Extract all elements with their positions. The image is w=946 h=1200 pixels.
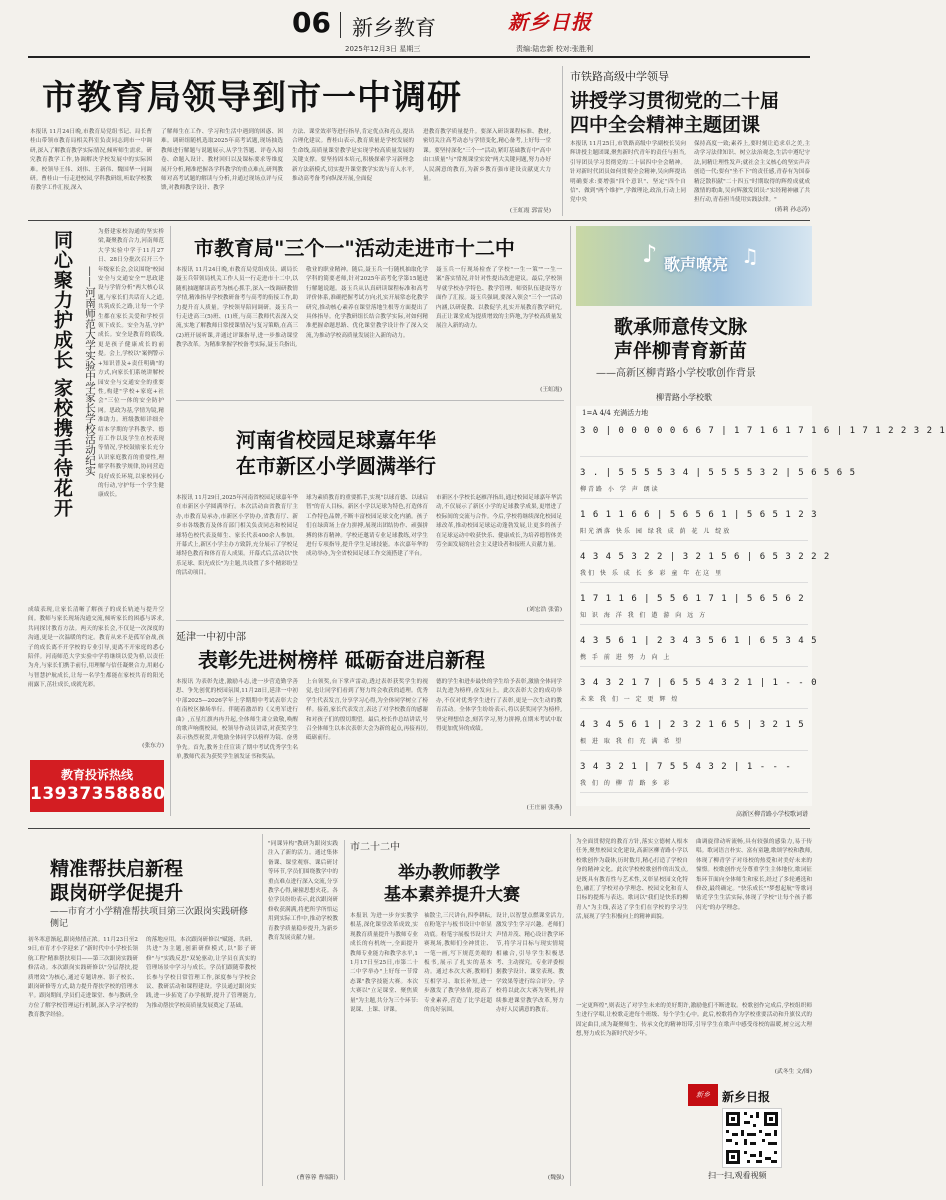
contest-col1: 本报讯 为进一步夯实教学根基,深化课堂改革成效,实现教育质量提升与教师专业成长的有机统一,全面提升教师专业能力和教学水平,11月17日至25日,市第二十二中学举办"上好每一节常态课"教学技能大赛。本次大赛以"立足课堂、聚焦质量"为主题,共分为三个环节:说课、上课、评课。 bbox=[350, 913, 418, 1014]
study-signature: (蒋莉 孙志涛) bbox=[774, 207, 810, 213]
study-kicker: 市铁路高级中学领导 bbox=[570, 70, 669, 83]
study-title-line2: 四中全会精神主题团课 bbox=[570, 114, 761, 136]
qr-block bbox=[688, 1080, 812, 1184]
yanjin-col3: 德的学生和进步最快的学生给予表彰,激励全体同学以先进为榜样,奋发向上。此次表彰大会的成功举办,不仅对优秀学生进行了表彰,更是一次生动的教育活动。全体学生纷纷表示,将以获奖同学为榜样,坚定理想信念,刻苦学习,努力拼搏,在期末考试中取得更加优异的成绩。 bbox=[436, 679, 562, 733]
score-notes: 1 6 1 1 6 6 | 5 6 5 6 1 | 5 6 5 1 2 3 bbox=[580, 510, 818, 520]
score-divider bbox=[580, 498, 808, 499]
score-heading: 柳青路小学校歌 bbox=[656, 393, 712, 402]
score-notes: 1 7 1 1 6 | 5 5 6 1 7 1 | 5 6 5 6 2 bbox=[580, 594, 805, 604]
teaching-contest-article bbox=[268, 834, 564, 1186]
score-system bbox=[580, 632, 818, 668]
page-number: 06 bbox=[292, 6, 331, 39]
yanjin-kicker: 延津一中初中部 bbox=[176, 632, 246, 643]
complaint-hotline bbox=[30, 760, 164, 812]
song-score bbox=[576, 406, 946, 806]
score-system bbox=[580, 716, 808, 752]
music-note-icon: ♪ bbox=[642, 240, 658, 268]
football-col2: 球为素质教育的重要抓手,实现"以球育德、以球启智"的育人目标。新区小学以足球为特色,打造体育工作特色品牌,不断丰富校园足球文化内涵。孩子们在绿茵场上奋力拼搏,展现出团结协作、顽强拼搏的体育精神。学校还邀请专业足球教练,对学生进行专项指导,提升学生足球技能。本次嘉年华的成功举办,为全省校园足球工作交流搭建了平台。 bbox=[306, 495, 428, 558]
score-system bbox=[580, 548, 831, 584]
lead-signature: (王虹霞 郭雷昊) bbox=[509, 208, 551, 214]
qr-code-graphic bbox=[723, 1109, 781, 1167]
lead-headline: 市教育局领导到市一中调研 bbox=[42, 78, 462, 118]
three-ones-article bbox=[176, 226, 564, 396]
contest-title-line1: 举办教师教学 bbox=[398, 863, 500, 883]
score-divider bbox=[580, 708, 808, 709]
score-notes: 4 3 4 5 3 2 2 | 3 2 1 5 6 | 6 5 3 2 2 2 bbox=[580, 552, 831, 562]
song-signature: (武冬生 文/图) bbox=[774, 1069, 812, 1075]
study-text-col1: 本报讯 11月25日,市铁路高级中学副校长吴向辉讲授主题团课,聚焦新时代青年的责任与担当,引导团员学习贯彻党的二十届四中全会精神。针对新时代团员如何贯彻全会精神,吴向辉提出明确要求:要增强"四个意识"、坚定"四个自信"、做到"两个维护",学做理论,政治,行动上同党中央 bbox=[570, 141, 686, 204]
football-article bbox=[176, 406, 564, 616]
song-col3: 一定更辉煌",则表达了对学生未来的美好期许,激励他们不断进取。校歌创作完成后,学校组织师生进行学唱,让校歌走进每个班级、每个学生心中。此后,校歌将作为学校重要活动和升旗仪式的固定曲目,成为凝聚师生、传承文化的精神纽带,引导学生在歌声中感受母校的温暖,树立远大理想,努力成长为新时代好少年。 bbox=[576, 1003, 812, 1038]
three-ones-col2: 敬业的职业精神。随后,聂玉兵一行随机抽取化学学科的简要老师,针对2025年高考化学第15题进行解题说题。聂玉兵从认真研读课程标准和高考评价体系,准确把握考试方向;扎实开展常态化教学研究,推动核心素养在课堂落地生根等方面提出了具体指导。化学教研组长结合教学实际,对如何精准把握命题思路、优化课堂教学设计作了深入交流,为推动学校高质量发展注入新的动力。 bbox=[306, 267, 428, 339]
score-notes: 4 3 5 6 1 | 2 3 4 3 5 6 1 | 6 5 3 4 5 bbox=[580, 636, 818, 646]
song-article-text bbox=[576, 834, 812, 1186]
song-col2: 曲调旋律动听流畅,具有较强的感染力,易于传唱。歌词语言朴实、富有童趣,歌颂学校和教师,体现了柳青学子对母校的热爱和对美好未来的憧憬。校歌创作充分尊重学生主体地位,歌词征集环节面向全体师生和家长,经过了多轮遴选和修改,最终确定。"快乐成长""梦想起航"等歌词贴近学生生活实际,体现了学校"让每个孩子都闪光"的办学理念。 bbox=[696, 839, 812, 911]
newspaper-small-logo: 新乡 bbox=[688, 1084, 718, 1106]
yanjin-signature: (王庄丽 张燕) bbox=[526, 805, 562, 811]
mentoring-article bbox=[28, 834, 256, 1186]
vertical-text-bottom: 成绩表现,让家长清晰了解孩子的成长轨迹与提升空间。教师与家长现场沟通交流,倾听家长的困惑与诉求,共同探讨教育方法。两天的家长会,不仅是一次深度的沟通,更是一次温暖的约定。教育从来不是孤军奋战,孩子的成长离不开学校的专业引导,更离不开家庭的悉心陪伴。河南师范大学实验中学将继续以爱为桥,以责任为舟,与家长们携手前行,用理解与信任凝聚合力,用耐心与智慧护航成长,让每一名学生都能在家校共育的阳光雨露下,茁壮成长,成就光彩。 bbox=[28, 607, 164, 689]
editor-credits: 责编:陆忠新 校对:张胜利 bbox=[516, 45, 593, 53]
mentoring-col3: "同课异构"教研为跟岗实践注入了新的活力。通过集体备课、课堂观察、课后研讨等环节,学员们围绕教学中的重点难点进行深入交流,分享教学心得,碰撞思想火花。各位学员纷纷表示,此次跟岗研修收获满满,将把所学所悟运用到实际工作中,推动学校教育教学质量稳步提升,为新乡教育发展贡献力量。 bbox=[268, 841, 338, 942]
football-title-line2: 在市新区小学圆满举行 bbox=[236, 454, 436, 478]
vertical-subtitle: ——河南师范大学实验中学家长学校活动纪实 bbox=[84, 266, 96, 476]
section-title: 新乡教育 bbox=[352, 16, 436, 40]
score-divider bbox=[580, 582, 808, 583]
score-notes: 3 4 3 2 1 7 | 6 5 5 4 3 2 1 | 1 - - 0 bbox=[580, 678, 818, 688]
three-ones-col3: 聂玉兵一行现场检查了学校"一生一策""一生一案"落实情况,并针对性提出改进建议。最后,学校领导就学校办学特色、教学管理、师资队伍建设等方面作了汇报。聂玉兵强调,要深入领会"三个一"活动内涵,以研促教、以教促学,扎实开展教育教学研究,真正让课堂成为提质增效的主阵地,为学校高质量发展注入新的动力。 bbox=[436, 267, 562, 330]
score-divider bbox=[580, 792, 808, 793]
parent-school-feature bbox=[28, 226, 166, 756]
song-subtitle: ——高新区柳青路小学校歌创作背景 bbox=[596, 368, 756, 379]
contest-signature: (魏强) bbox=[547, 1175, 564, 1181]
score-notes: 3 0 | 0 0 0 0 0 6 6 7 | 1 7 1 6 1 7 1 6 | 1 7 1 2 2 3 2 1 bbox=[580, 426, 946, 436]
mentoring-col2: 的落地应用。本次跟岗研修以"赋能、共研、共进"为主题,创新研修模式,以"影子研修"与"实践反思"双轮驱动,让学员在真实的管理场景中学习与成长。学员们跟随带教校长参与学校日常管理工作,深度参与学校会议、教研活动和课程建设。学员通过跟岗实践,进一步拓宽了办学视野,提升了管理能力,为推动帮扶学校高质量发展奠定了基础。 bbox=[146, 937, 256, 1009]
study-article bbox=[570, 64, 810, 216]
vertical-signature: (张东方) bbox=[142, 743, 164, 749]
football-signature: (刘宏浩 张蕾) bbox=[526, 607, 562, 613]
yanjin-col1: 本报讯 为表彰先进,激励斗志,进一步营造勤学善思、争先创优的校园氛围,11月28日,延津一中初中部2025—2026学年上学期期中考试表彰大会在南校区操场举行。伴随着激昂的《义勇军进行曲》,五星红旗冉冉升起,全体师生肃立致敬,唤醒的歌声响彻校园。校领导作动员讲话,对获奖学生表示热烈祝贺,并勉励全体同学以榜样为镜、奋勇争先。首先,教务主任宣读了期中考试优秀学生名单,教师代表为获奖学生颁发证书和奖品。 bbox=[176, 679, 298, 761]
hotline-number: 13937358880 bbox=[30, 784, 166, 804]
yanjin-article bbox=[176, 624, 564, 816]
song-col1: 为全面贯彻党的教育方针,落实立德树人根本任务,聚焦校园文化建设,高新区柳青路小学以校歌创作为载体,历时数月,精心打造了学校自身的精神文化。此次学校校歌创作的出发点,是既具有教育性与艺术性,又彰显校园文化特色,融汇了学校对办学理念、校园文化和育人目标的提炼与表达。歌词以"我们是快乐的柳青人"为主线,表达了学生们在学校的学习生活,展现了学生积极向上的精神面貌。 bbox=[576, 839, 688, 921]
score-system bbox=[580, 674, 818, 710]
school-song-feature bbox=[576, 226, 946, 826]
mentoring-title-line2: 跟岗研学促提升 bbox=[50, 882, 184, 904]
masthead bbox=[0, 0, 838, 60]
mentoring-signature: (曹蓉蓉 曹端阳) bbox=[296, 1175, 338, 1181]
contest-title-line2: 基本素养提升大赛 bbox=[384, 885, 520, 905]
lead-text-col2: 了解师生在工作、学习和生活中遇到的困惑、困难。调研组随机选取2025年高考试题,现场抽选教师进行解题与说题展示,从学生答题、评卷入阅卷、命题入设计、教材回归以及课标要求等维度展开分析,精准把握各学科教学的重点难点,研判教师对高考试题的解读与分析,并通过现场点评与反馈,对教师教学设计、教学 bbox=[161, 129, 283, 192]
football-col3: 市新区小学校长赵雁洋指出,通过校园足球嘉年华活动,不仅展示了新区小学的足球教学成果,更增进了校际间的交流与合作。今后,学校将继续深化校园足球改革,推动校园足球运动蓬勃发展,让更多的孩子在足球运动中收获快乐、健康成长,为培养德智体美劳全面发展的社会主义建设者和接班人贡献力量。 bbox=[436, 495, 562, 549]
yanjin-headline: 表彰先进树榜样 砥砺奋进启新程 bbox=[198, 648, 485, 672]
score-system bbox=[580, 590, 808, 626]
vertical-text-col: 为搭建家校沟通的坚实桥梁,凝聚教育合力,河南师范大学实验中学于11月27日、28日分批次召开三个年级家长会,会议围绕"校园安全与交通安全""思政建设与学情分析"两大核心议题,与家长们共话育人之道,共筑成长之路,让每一个学生都在家长关爱和学校引领下成长。安全为基,守护成长。安全是教育的底线,更是孩子健康成长的前提。会上,学校以"案例警示+知识普及+责任明确"的方式,向家长们系统讲解校园安全与交通安全的重要性,构建"学校+家庭+社会"三位一体的安全防护网。思政为基,学情为镜,精准助力。班级教师详细介绍本学期的学科教学、德育工作以及学生在校表现等情况,学校鼓励家长充分认识家庭教育的重要性,理解学科教学规律,协同营造良好成长环境,以家校同心的行动,守护每一个学生健康成长。 bbox=[98, 229, 164, 499]
score-notes: 3 . | 5 5 5 5 3 4 | 5 5 5 5 3 2 | 5 6 5 6 5 bbox=[580, 468, 856, 478]
score-credit: 高新区柳青路小学校歌词谱 bbox=[735, 811, 808, 818]
football-title-line1: 河南省校园足球嘉年华 bbox=[236, 428, 436, 452]
three-ones-signature: (王虹霞) bbox=[540, 387, 562, 393]
score-divider bbox=[580, 624, 808, 625]
study-title-line1: 讲授学习贯彻党的二十届 bbox=[570, 90, 780, 112]
qr-caption: 扫一扫,观看视频 bbox=[708, 1171, 767, 1180]
lead-text-col4: 进教育教学质量提升。要深入研读课程标准、教材,密切关注高考动态与学情变化,精心备考,上好每一堂课。要坚持深化"三个一"活动,紧盯基础教育中"高中由口质量"与"常规课堂实效"两大关键问题,努力办好人民满意的教育,为新乡教育强市建设贡献更大力量。 bbox=[423, 129, 551, 183]
publish-date: 2025年12月3日 星期三 bbox=[345, 45, 421, 53]
score-divider bbox=[580, 750, 808, 751]
song-banner-text: 歌声嘹亮 bbox=[664, 255, 729, 274]
three-ones-headline: 市教育局"三个一"活动走进市十二中 bbox=[194, 236, 515, 260]
score-notes: 4 3 4 5 6 1 | 2 3 2 1 6 5 | 3 2 1 5 bbox=[580, 720, 805, 730]
yanjin-col2: 上台领奖,台下掌声雷动,透过表彰获奖学生的视觉,也让同学们看到了努力终会收获的道理。优秀学生代表发言,分享学习心得,为全体同学树立了榜样。接着,家长代表发言,表达了对学校教育的感谢和对孩子们的殷切期望。最后,校长作总结讲话,号召全体师生以本次表彰大会为新的起点,再接再厉,砥砺前行。 bbox=[306, 679, 428, 742]
mentoring-title-line1: 精准帮扶启新程 bbox=[50, 858, 184, 880]
music-note-icon-2: ♫ bbox=[741, 244, 759, 268]
lead-text-col1: 本报讯 11月24日晚,市教育局党组书记、局长曹桂山带领市教育局相关科室负责同志到市一中调研,深入了解教育教学实际情况,倾听师生需求。研究教育教学工作,协调解决学校发展中的实际困难。校领导王伟、刘伟、王新伟、魏国华一同调研。曹桂山一行走进校园,学科教研组,听取学校教育教学工作汇报,深入 bbox=[30, 129, 152, 192]
study-text-col2: 保持高度一致;素养上,要时刻让追求卓之美,主动学习法律知识、树立法治观念,生活中遵纪守法,同精让理性发声;就社会主义核心的坚实声音 创造一代;要有"坐不下"的责任感,青春有为国泰精泛散积献"二十四五"时期取得的辉煌成就成激情的歌曲,吴向辉激发团员:"实经精神融了共担行动,青春担当使用实践法律。" bbox=[694, 141, 810, 204]
mentoring-subtitle: ——市育才小学精准帮扶项目第三次跟岗实践研修侧记 bbox=[50, 907, 249, 929]
score-divider bbox=[580, 540, 808, 541]
score-lyrics: 携 手 前 进 努 力 向 上 bbox=[580, 654, 672, 661]
score-notes: 3 4 3 2 1 | 7 5 5 4 3 2 | 1 - - - bbox=[580, 762, 792, 772]
qr-label: 新乡日报 bbox=[722, 1090, 771, 1104]
qr-code[interactable] bbox=[722, 1108, 782, 1168]
lead-article bbox=[30, 64, 555, 216]
score-lyrics: 根 进 取 我 们 充 满 希 望 bbox=[580, 738, 684, 745]
three-ones-col1: 本报讯 11月24日晚,市教育局党组成员、副局长聂玉兵带领局机关工作人员一行走进市十二中,以随机抽题解读高考为核心抓手,深入一线调研教情学情,精准指导学校教研备考与高考的衔接工作,助力提升育人质量。学校领导陪同调研。聂玉兵一行走进高三(5)班、(1)班,与高三教师代表深入交流,实地了解教师日常授课情况与复习策略,在高三(2)班开展听课,并通过评课指导,进一步推动课堂教学改革。为精准掌握学校备考实际,聂玉兵指出, bbox=[176, 267, 298, 349]
contest-col2: 袖散尘,三尺讲台,四季耕耘,在粉笔字与板书设计中彰显功底。粉笔字展板书设计大赛现场,教师们全神贯注、一笔一画,写下规范美观的板书,展示了扎实的基本功。通过本次大赛,教师们互相学习、取长补短,进一步激发了教学热情,提高了专业素养,营造了比学赶超的良好氛围。 bbox=[424, 913, 492, 1014]
score-system bbox=[580, 422, 946, 458]
score-lyrics: 阳光洒落 快乐 园 绿我 成 荫 花 儿 绽放 bbox=[580, 528, 732, 535]
score-lyrics: 知 识 海 洋 我 们 遨 游 向 远 方 bbox=[580, 612, 708, 619]
lead-text-col3: 方法、课堂效率等进行指导,肯定优点和亮点,提出合理化建议。曹桂山表示,教育质量是学校发展的生命线,高质量课堂教学是实现学校高质量发展的关键支撑。要坚持固本培元,积极探索学习新理念新方法新模式,切实提升课堂教学实效与育人水平,推动高考备考向纵深开展,全面促 bbox=[292, 129, 414, 183]
vertical-headline: 同心聚力护成长 家校携手待花开 bbox=[51, 230, 73, 518]
newspaper-logo: 新乡日报 bbox=[508, 10, 592, 34]
song-title-line1: 歌承师意传文脉 bbox=[614, 316, 748, 338]
song-banner bbox=[576, 226, 812, 306]
score-key-line: 1=A 4/4 充满活力地 bbox=[582, 409, 649, 417]
contest-col3: 设计,以智慧点燃课堂活力,激发学生学习兴趣。老师们声情并茂、精心设计教学环节,将学习目标与现实情境相融合,引导学生积极思考、主动探究。专业评委根据教学设计、课堂表现、教学效果等进行综合评分。学校将以此次大赛为契机,持续推进课堂教学改革,努力办好人民满意的教育。 bbox=[496, 913, 564, 1014]
song-title-line2: 声伴柳青育新苗 bbox=[614, 340, 748, 362]
contest-kicker: 市二十二中 bbox=[350, 842, 400, 853]
score-system bbox=[580, 464, 856, 500]
score-lyrics: 我们 快 乐 成 长 多 彩 童 年 在这 里 bbox=[580, 570, 724, 577]
score-system bbox=[580, 506, 818, 542]
score-divider bbox=[580, 456, 808, 457]
score-lyrics: 柳青路 小 学 声 朗读 bbox=[580, 486, 660, 493]
score-divider bbox=[580, 666, 808, 667]
mentoring-col1: 初冬寒意渐起,跟岗热情正浓。11月23日至29日,市育才小学迎来了"新时代中小学校长领航工程"精准帮扶项目——第三次跟岗实践研修活动。本次跟岗实践研修以"分层帮扶,提质增效"为核心,通过专题讲座、影子校长、跟岗研修等方式,助力提升帮扶学校的管理水平。跟岗期间,学员们走进课堂、参与教研,全方位了解学校管理运行机制,深入学习学校的教育教学经验。 bbox=[28, 937, 138, 1019]
score-lyrics: 我 们 的 柳 青 路 多 彩 bbox=[580, 780, 672, 787]
score-lyrics: 未来 我 们 一 定 更 辉 煌 bbox=[580, 696, 680, 703]
score-system bbox=[580, 758, 808, 794]
football-col1: 本报讯 11月29日,2025年河南省校园足球嘉年华在市新区小学圆满举行。本次活动由省教育厅主办,市教育局承办,市新区小学协办,省教育厅、新乡市各级教育及体育部门相关负责同志和校园足球特色校代表及师生、家长代表400余人参加。开幕式上,新区小学主办方致辞,充分展示了学校足球特色教育和体育育人成果。开幕式后,活动以"快乐足球、阳光成长"为主题,共设置了多个精彩纷呈的活动项目。 bbox=[176, 495, 298, 577]
hotline-label: 教育投诉热线 bbox=[60, 768, 133, 782]
